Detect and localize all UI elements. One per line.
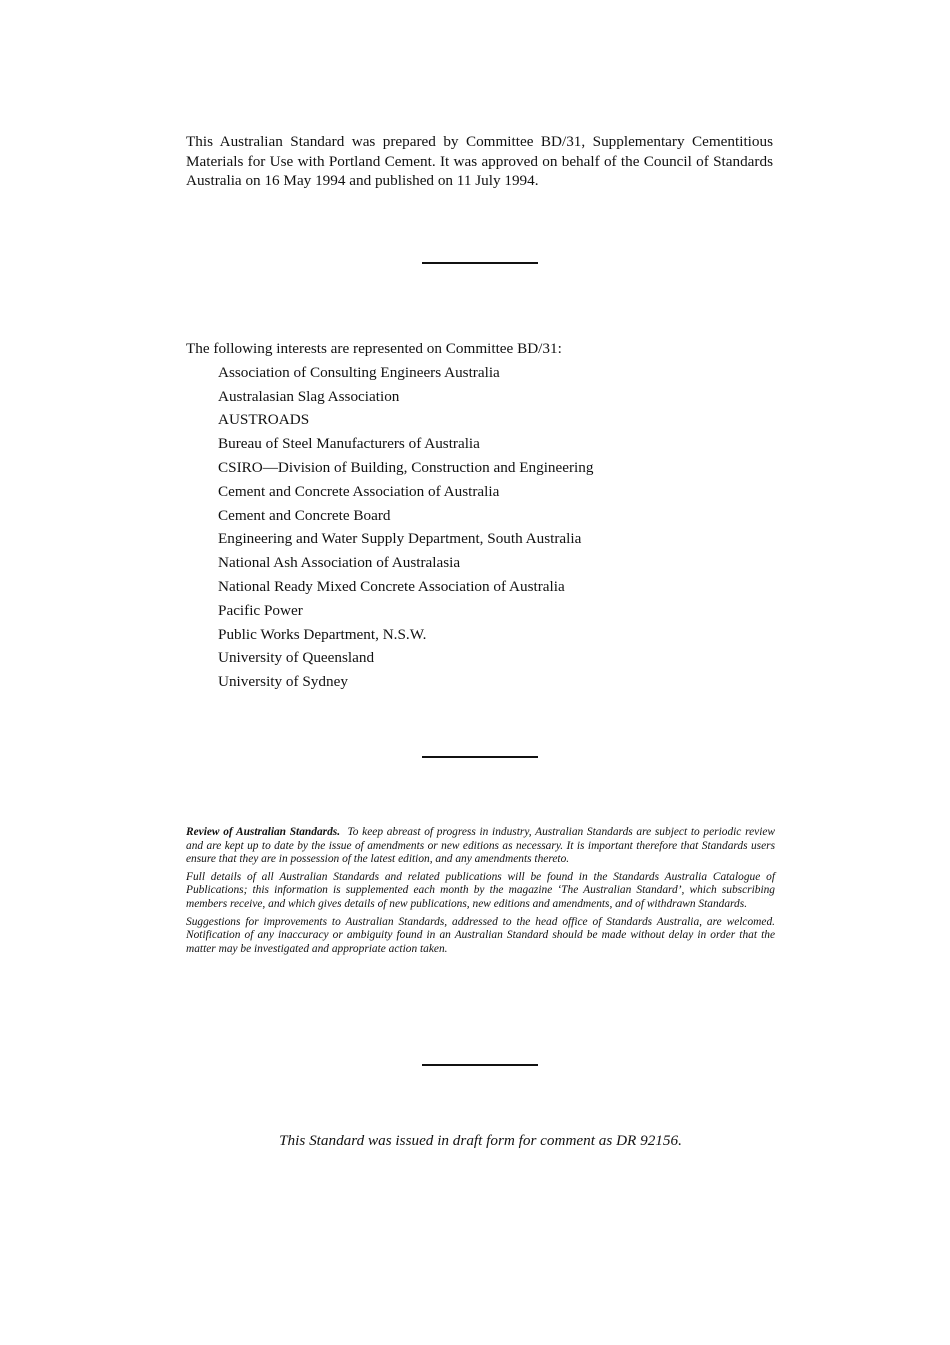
interests-heading: The following interests are represented on Committee BD/31: bbox=[186, 340, 562, 357]
committee-interests bbox=[186, 337, 786, 694]
divider-rule bbox=[422, 262, 538, 264]
list-item: National Ready Mixed Concrete Association of Australia bbox=[218, 577, 565, 595]
list-item: Cement and Concrete Association of Australia bbox=[218, 482, 500, 500]
list-item: AUSTROADS bbox=[218, 411, 310, 429]
list-item: Engineering and Water Supply Department, South Australia bbox=[218, 530, 582, 548]
suggestions-paragraph: Suggestions for improvements to Australian Standards, addressed to the head office of Standards Australia, are welcomed. Notification of any inaccuracy or ambiguity found in an Australian Standard should be made without delay in order that the matter may be investigated and appropriate action taken. bbox=[186, 915, 775, 955]
list-item: Australasian Slag Association bbox=[218, 387, 400, 405]
divider-rule bbox=[422, 1064, 538, 1066]
member-list bbox=[186, 361, 786, 694]
draft-note: This Standard was issued in draft form for comment as DR 92156. bbox=[279, 1132, 682, 1149]
list-item: Bureau of Steel Manufacturers of Australia bbox=[218, 435, 480, 453]
review-text: To keep abreast of progress in industry, Australian Standards are subject to periodic review and are kept up to date by the issue of amendments or new editions as necessary. It is important therefore that Standards users ensure that they are in possession of the latest edition, and any amendments thereto. bbox=[186, 826, 776, 866]
list-item: National Ash Association of Australasia bbox=[218, 554, 461, 572]
intro-paragraph: This Australian Standard was prepared by Committee BD/31, Supplementary Cementitious Materials for Use with Portland Cement. It was approved on behalf of the Council of Standards Australia on 16 May 1994 and published on 11 July 1994. bbox=[186, 133, 773, 189]
review-paragraph bbox=[186, 826, 775, 867]
divider-rule bbox=[422, 756, 538, 758]
list-item: CSIRO—Division of Building, Construction and Engineering bbox=[218, 458, 594, 476]
review-heading: Review of Australian Standards. bbox=[186, 826, 341, 838]
list-item: Cement and Concrete Board bbox=[218, 506, 391, 524]
list-item: University of Sydney bbox=[218, 673, 348, 691]
list-item: Public Works Department, N.S.W. bbox=[218, 625, 427, 643]
review-notes bbox=[186, 826, 775, 960]
list-item: Association of Consulting Engineers Australia bbox=[218, 363, 500, 381]
list-item: University of Queensland bbox=[218, 649, 375, 667]
list-item: Pacific Power bbox=[218, 601, 303, 619]
details-paragraph: Full details of all Australian Standards and related publications will be found in the Standards Australia Catalogue of Publications; this information is supplemented each month by the magazine ‘The Australian Standard’, which subscribing members receive, and which gives details of new publications, new editions and amendments, and of withdrawn Standards. bbox=[186, 870, 775, 910]
